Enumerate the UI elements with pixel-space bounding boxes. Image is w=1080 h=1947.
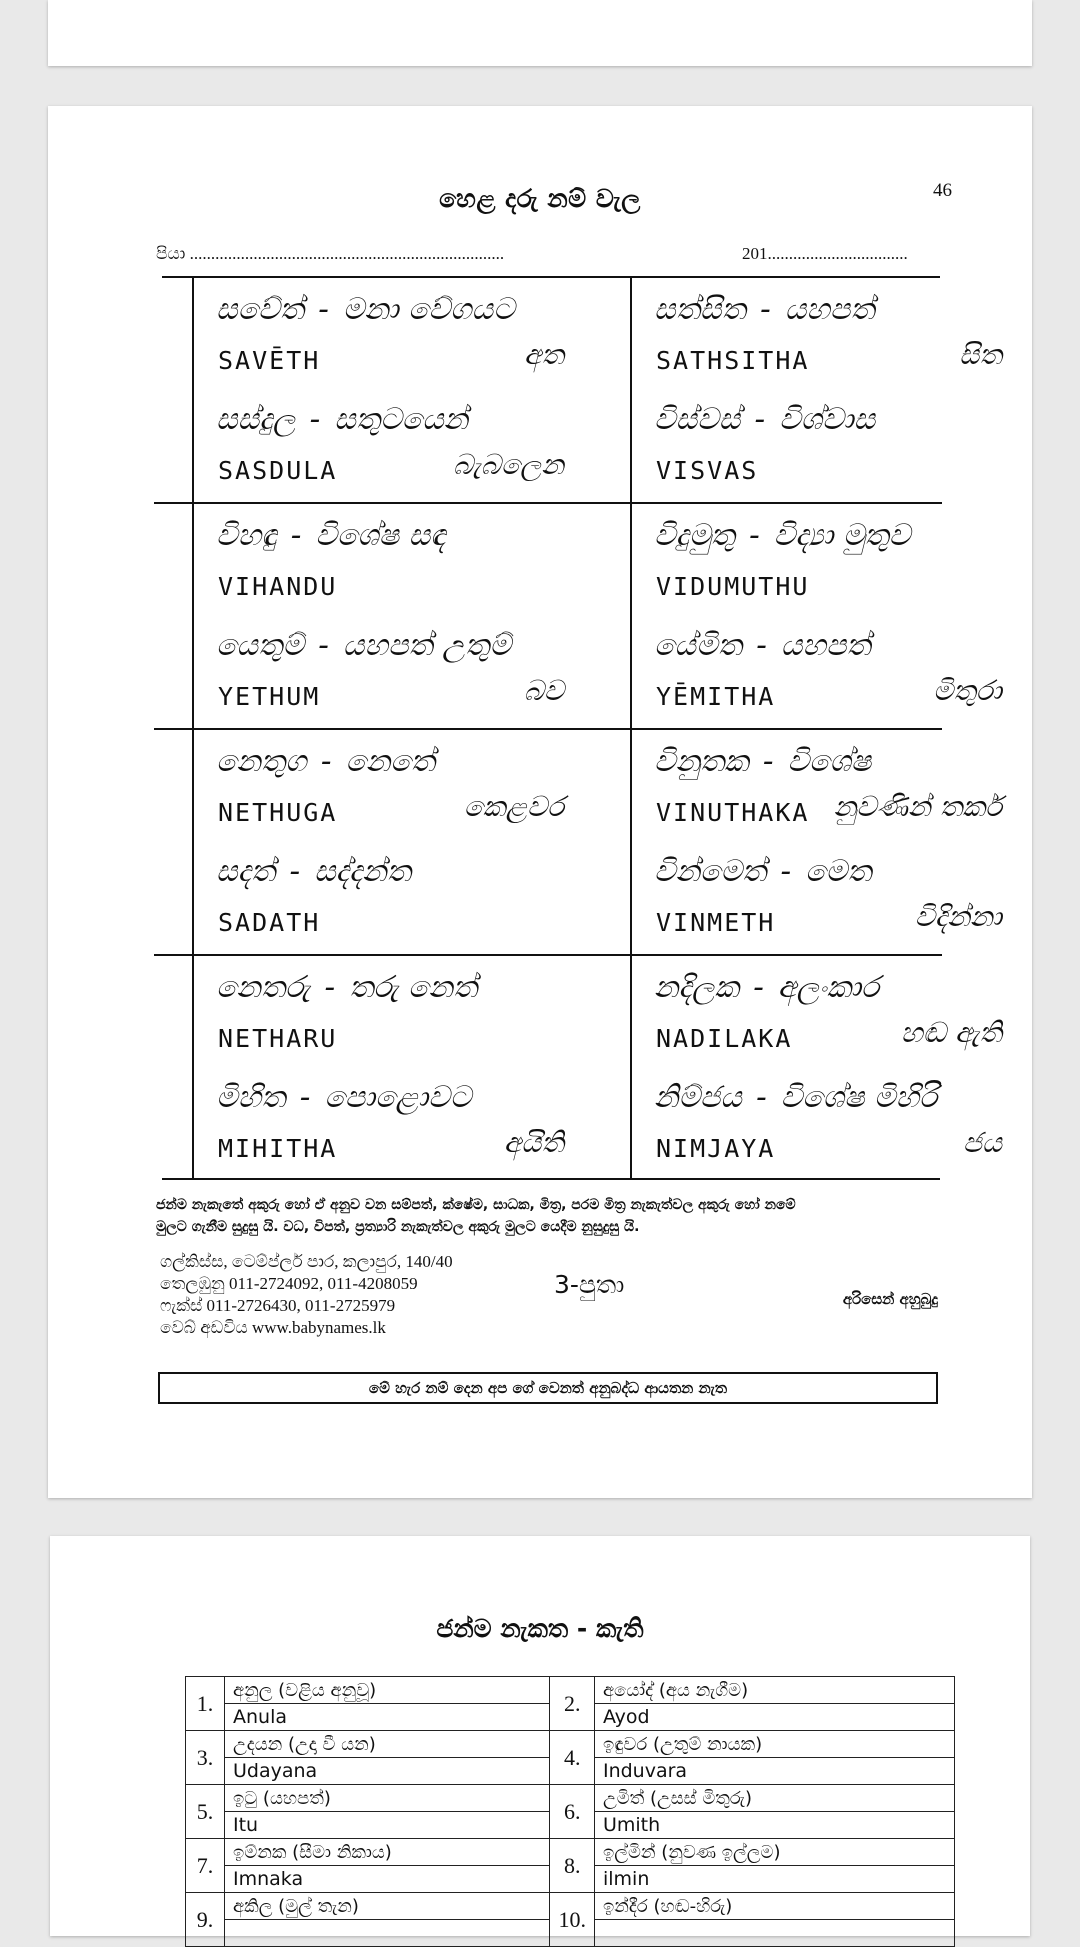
english-name: VIHANDU (218, 572, 338, 601)
name-meaning-continued: බැබලෙන (452, 448, 564, 481)
table-row (186, 1839, 955, 1866)
sinhala-name-line: මිහිත - පොළොවට (216, 1080, 472, 1115)
footer-notice: මේ හැර නම් දෙන අප ගේ වෙනත් අනුබද්ධ ආයතන නැත (158, 1372, 938, 1404)
name-entry (216, 516, 572, 624)
english-name: SAVĒTH (218, 346, 321, 375)
names-grid (156, 276, 1002, 1180)
sinhala-name: විනුතක (654, 744, 749, 779)
sinhala-name: විදුමුතු (654, 518, 735, 553)
note-line: ජන්ම නැකැතේ අකුරු හෝ ඒ අනුව වන සම්පත්, ක්ෂේම, සාධක, මිත්‍ර, පරම මිත්‍ර නැකැත්වල අකුරු හෝ නමේ (156, 1197, 796, 1213)
english-name: VIDUMUTHU (656, 572, 810, 601)
sinhala-name: නෙතරු (216, 970, 311, 1005)
name-meaning: විශේෂ මිහිරි (780, 1080, 938, 1115)
name-entry (654, 290, 1010, 398)
name-cell (196, 276, 576, 502)
name-meaning: යහපත් (780, 628, 871, 663)
sinhala-name-line: විස්වස් - විශ්වාස (654, 402, 876, 437)
name-meaning-continued: ජය (962, 1126, 1002, 1159)
sinhala-name-line: නෙතුග - නෙතේ (216, 744, 436, 779)
row-number: 6. (550, 1785, 595, 1839)
english-name: SADATH (218, 908, 321, 937)
name-meaning-continued: සිත (959, 338, 1002, 371)
name-meaning: මනා වේගයට (342, 292, 515, 327)
address: ගල්කිස්ස, ටෙම්ප්ලර් පාර, කලාපුර, 140/40 (160, 1252, 453, 1271)
name-meaning-continued: කෙළවර (463, 790, 564, 823)
name-entry (654, 400, 1010, 508)
row-number: 4. (550, 1731, 595, 1785)
english-name: SASDULA (218, 456, 338, 485)
sinhala-name: ඉඳුවර (උතුම් නායක) (594, 1731, 954, 1758)
sinhala-name: උමිත් (උසස් මිතුරු) (594, 1785, 954, 1812)
name-entry (654, 626, 1010, 734)
row-number: 3. (186, 1731, 225, 1785)
row-number: 2. (550, 1677, 595, 1731)
sinhala-name: යේමිත (654, 628, 742, 663)
sinhala-name: විහඳු (216, 518, 277, 553)
name-cell (196, 502, 576, 728)
name-meaning-continued: මිතුරා (933, 674, 1002, 707)
previous-page (48, 0, 1032, 66)
sinhala-name: අකිල (මුල් තැන) (225, 1893, 550, 1920)
website: වෙබ් අඩවිය www.babynames.lk (160, 1318, 386, 1337)
sinhala-name-line: නිම්ජය - විශේෂ මිහිරි (654, 1080, 938, 1115)
sinhala-name: ඉම්නක (සීමා නිකාය) (225, 1839, 550, 1866)
english-name: NETHARU (218, 1024, 338, 1053)
sinhala-name: සවේත් (216, 292, 304, 327)
english-name: YETHUM (218, 682, 321, 711)
sinhala-name-line: සදත් - සද්දන්ත (216, 854, 412, 889)
english-name: Ayod (594, 1704, 954, 1731)
name-meaning: අලංකාර (777, 970, 880, 1005)
sinhala-name: සත්සිත (654, 292, 746, 327)
english-name: Udayana (225, 1758, 550, 1785)
sinhala-name: යෙතුම් (216, 628, 304, 663)
name-meaning: පොළොවට (324, 1080, 472, 1115)
fax: ෆැක්ස් 011-2726430, 011-2725979 (160, 1296, 396, 1315)
english-name: Anula (225, 1704, 550, 1731)
name-meaning: යහපත් (784, 292, 875, 327)
sinhala-name: වින්මෙත් (654, 854, 767, 889)
note-line: මුලට ගැනීම සුදුසු යි. වධ, විපත්, ප්‍රත්‍යාරි නැකැත්වල අකුරු මුලට යෙදීම නුසුදුසු යි. (156, 1219, 640, 1235)
series-label: 3-පුතා (554, 1270, 625, 1299)
english-name: VINUTHAKA (656, 798, 810, 827)
sinhala-name: සදත් (216, 854, 276, 889)
name-meaning: මෙත (805, 854, 872, 889)
english-name: NADILAKA (656, 1024, 793, 1053)
english-name: Imnaka (225, 1866, 550, 1893)
name-meaning: විශේෂ සඳ (315, 518, 446, 553)
name-entry (216, 742, 572, 850)
name-entry (216, 852, 572, 960)
name-entry (216, 1078, 572, 1186)
next-page (50, 1536, 1030, 1936)
sinhala-name: අනුල (වළිය අනුවූ) (225, 1677, 550, 1704)
sinhala-name-line: විහඳු - විශේෂ සඳ (216, 518, 446, 553)
row-number: 7. (186, 1839, 225, 1893)
row-number: 8. (550, 1839, 595, 1893)
row-number: 5. (186, 1785, 225, 1839)
english-name: MIHITHA (218, 1134, 338, 1163)
name-entry (654, 742, 1010, 850)
sinhala-name: සස්දුල (216, 402, 296, 437)
english-name: NIMJAYA (656, 1134, 776, 1163)
sinhala-name: නිම්ජය (654, 1080, 742, 1115)
sinhala-name-line: විනුතක - විශේෂ (654, 744, 872, 779)
name-cell (634, 502, 1014, 728)
sinhala-name: විස්වස් (654, 402, 741, 437)
name-entry (654, 1078, 1010, 1186)
name-cell (634, 728, 1014, 954)
name-meaning-continued: අයිති (503, 1126, 564, 1159)
english-name: SATHSITHA (656, 346, 810, 375)
page-title: හෙළ දරු නම් වැල (439, 184, 641, 213)
name-cell (634, 276, 1014, 502)
author: අරිසෙන් අහුබුදු (842, 1290, 938, 1308)
row-number: 10. (550, 1893, 595, 1947)
english-name: Induvara (594, 1758, 954, 1785)
sinhala-name: නදිලක (654, 970, 739, 1005)
table-row (186, 1731, 955, 1758)
father-line: පියා .......................................................................... (156, 244, 505, 263)
name-meaning-continued: නුවණින් තර්ක (833, 790, 1002, 823)
english-name: Itu (225, 1812, 550, 1839)
sinhala-name-line: සත්සිත - යහපත් (654, 292, 875, 327)
sinhala-name-line: වින්මෙත් - මෙත (654, 854, 872, 889)
name-entry (654, 968, 1010, 1076)
year-line: 201................................. (742, 244, 908, 263)
english-name: VISVAS (656, 456, 759, 485)
english-name: NETHUGA (218, 798, 338, 827)
name-meaning: සතුටයෙන් (334, 402, 469, 437)
table-row (186, 1893, 955, 1920)
english-name: Umith (594, 1812, 954, 1839)
sinhala-name-line: යෙතුම් - යහපත් උතුම් (216, 628, 511, 663)
sinhala-name: ඉන්දීර (හඬ-හිරු) (594, 1893, 954, 1920)
sinhala-name: උදයන (උදා වී යන) (225, 1731, 550, 1758)
table-row (186, 1677, 955, 1704)
name-entry (216, 290, 572, 398)
sinhala-name-line: විදුමුතු - විද්‍යා මුතුව (654, 518, 911, 553)
english-name: VINMETH (656, 908, 776, 937)
name-entry (216, 400, 572, 508)
sinhala-name: නෙතුග (216, 744, 307, 779)
english-name: ilmin (594, 1866, 954, 1893)
sinhala-name-line: නෙතරු - තරු නෙත් (216, 970, 478, 1005)
name-meaning: තරු නෙත් (349, 970, 478, 1005)
page-title: ජන්ම නැකත - කැති (436, 1614, 644, 1643)
sinhala-name-line: සවේත් - මනා වේගයට (216, 292, 515, 327)
sinhala-name-line: නදිලක - අලංකාර (654, 970, 880, 1005)
english-name (594, 1920, 954, 1947)
name-entry (654, 852, 1010, 960)
name-entry (654, 516, 1010, 624)
name-meaning-continued: හඬ ඇති (900, 1016, 1002, 1049)
name-entry (216, 968, 572, 1076)
name-cell (634, 954, 1014, 1180)
table-row (186, 1785, 955, 1812)
document-page (48, 106, 1032, 1498)
sinhala-name: ඉටු (යහපත්) (225, 1785, 550, 1812)
name-meaning: විශ්වාස (779, 402, 876, 437)
name-meaning-continued: විදින්නා (914, 900, 1002, 933)
english-name (225, 1920, 550, 1947)
name-entry (216, 626, 572, 734)
page-number: 46 (933, 180, 952, 201)
name-meaning-continued: බව (523, 674, 564, 707)
sinhala-name-line: යේමිත - යහපත් (654, 628, 871, 663)
sinhala-name-line: සස්දුල - සතුටයෙන් (216, 402, 469, 437)
sinhala-name: මිහිත (216, 1080, 286, 1115)
phone: තෙලඹුනු 011-2724092, 011-4208059 (160, 1274, 418, 1293)
name-meaning: සද්දන්ත (314, 854, 412, 889)
name-meaning: විශේෂ (787, 744, 872, 779)
sinhala-name: අයෝද් (අය නැගීම) (594, 1677, 954, 1704)
name-meaning-continued: අත (524, 338, 564, 371)
name-meaning: යහපත් උතුම් (342, 628, 511, 663)
name-meaning: විද්‍යා මුතුව (773, 518, 911, 553)
name-cell (196, 954, 576, 1180)
english-name: YĒMITHA (656, 682, 776, 711)
row-number: 9. (186, 1893, 225, 1947)
sinhala-name: ඉල්මින් (නුවණ ඉල්ලම) (594, 1839, 954, 1866)
name-meaning: නෙතේ (345, 744, 436, 779)
name-cell (196, 728, 576, 954)
naming-note (156, 1194, 986, 1238)
row-number: 1. (186, 1677, 225, 1731)
nakath-table (185, 1676, 955, 1947)
